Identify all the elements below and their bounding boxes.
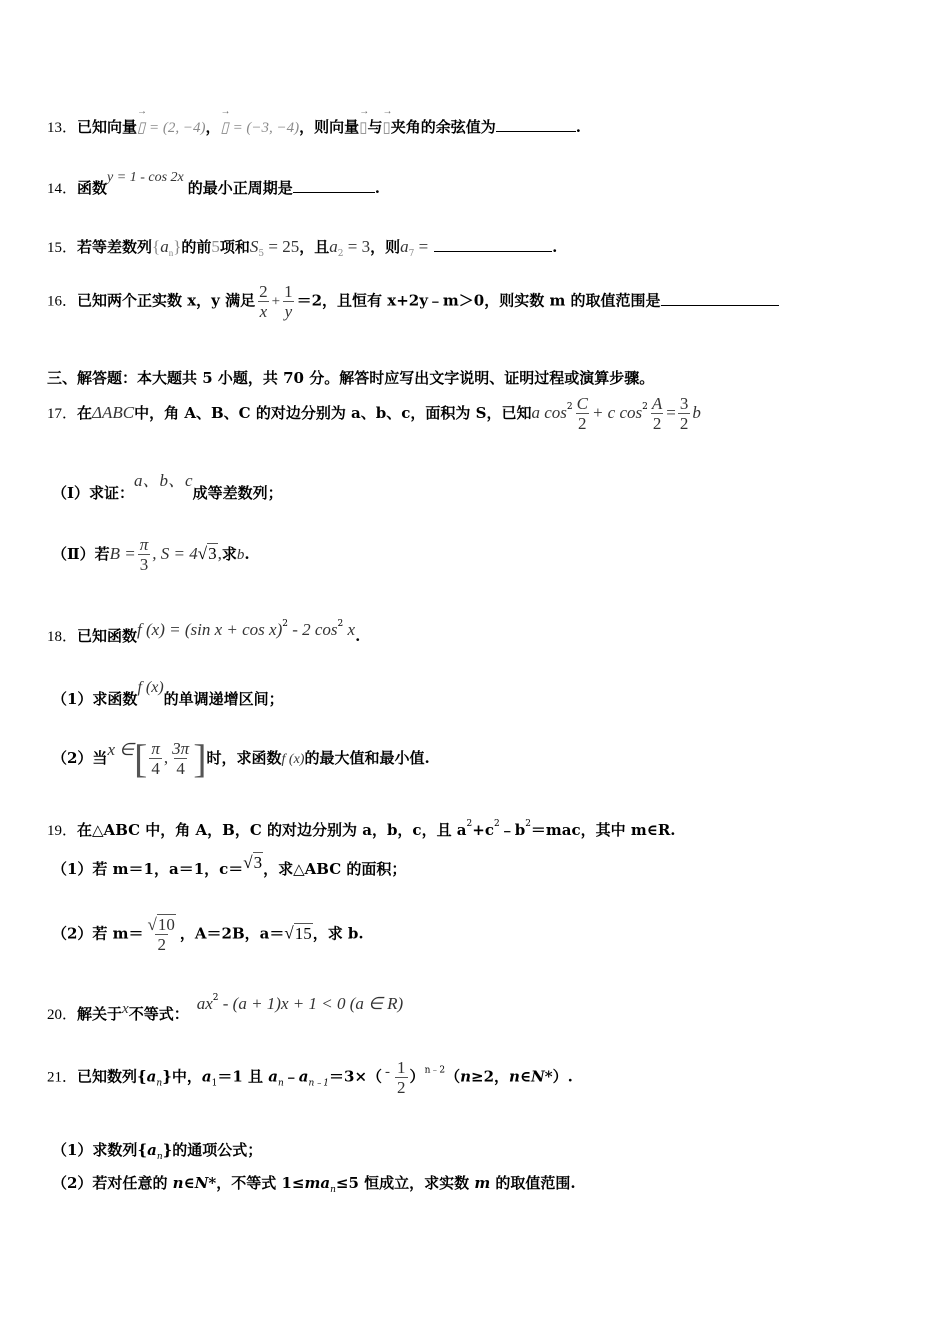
question-19-part-2: （2）若 m＝ $\frac{√10}{2}$ ，A＝2B，a＝√15，求 b.: [52, 915, 364, 954]
question-number: 15．: [47, 240, 78, 256]
question-18: 18．已知函数f (x) = (sin x + cos x)$^2$ - 2 $\cos^2 x$.: [47, 619, 361, 645]
fraction-sqrt10-over-2: $\frac{√10}{2}$: [147, 915, 175, 954]
question-number: 18．: [47, 629, 78, 645]
question-17-part-2: （Ⅱ）若B = $\frac{\pi}{3}$ , S = 4√3,求b.: [52, 535, 250, 574]
section-title: 三、解答题：本大题共 5 小题，共 70 分。解答时应写出文字说明、证明过程或演算步骤。: [47, 369, 655, 387]
inequality-formula: $ax^2 - (a + 1)x + 1 < 0$ (a ∈ R): [196, 993, 404, 1013]
question-21-part-2: （2）若对任意的 n∈N*，不等式 $1\le ma_n\le 5$ 恒成立，求实数 m 的取值范围.: [52, 1174, 576, 1195]
a7-formula: $a_7$ =: [400, 237, 429, 259]
fraction-1-over-2: $\frac{1}{2}$: [397, 1058, 406, 1097]
question-20: 20．解关于x不等式：$ax^2 - (a + 1)x + 1 < 0$ (a ∈ R): [47, 993, 404, 1023]
question-13: 13．已知向量→ ▯ = (2, −4)，→ ▯ = (−3, −4)，则向量→ ▯与→ ▯夹角的余弦值为 .: [47, 116, 581, 137]
vector-a-formula: → ▯ = (2, −4): [137, 120, 206, 136]
function-formula: y = 1 - cos 2x: [107, 170, 184, 185]
answer-blank[interactable]: [434, 237, 552, 252]
question-16: 16．已知两个正实数 x，y 满足 $\frac{2}{x}$ + $\frac{1}{y}$ ＝2，且恒有 x+2y﹣m＞0，则实数 m 的取值范围是: [47, 282, 779, 321]
vector-b-formula: → ▯ = (−3, −4): [221, 120, 300, 136]
s5-formula: $S_5 = 25$: [249, 237, 300, 259]
question-number: 17．: [47, 406, 78, 422]
question-19-part-1: （1）若 m＝1，a＝1，c＝√3，求△ABC 的面积；: [52, 853, 407, 878]
question-text: 已知向量: [77, 118, 138, 136]
given-condition-formula: a $\cos^2$ $\frac{C}{2}$ + c $\cos^2$ $\frac{A}{2}$ = $\frac{3}{2}$ b: [531, 394, 701, 433]
fraction-2-over-x: $\frac{2}{x}$: [259, 282, 268, 321]
sqrt-3: √3: [243, 853, 263, 872]
question-17-part-1: （Ⅰ）求证：a、b、c成等差数列；: [52, 471, 283, 502]
question-number: 16．: [47, 293, 78, 310]
interval-formula: x ∈[ $\frac{\pi}{4}$ , $\frac{3\pi}{4}$ ]: [107, 736, 207, 781]
answer-blank[interactable]: [496, 117, 576, 132]
part2-condition-formula: B = $\frac{\pi}{3}$ , S = 4√3,: [109, 535, 222, 574]
question-19: 19．在△ABC 中，角 A，B，C 的对边分别为 a，b，c，且 $a^2+c^2﹣b^2=mac$，其中 m∈R.: [47, 819, 676, 839]
function-formula: f (x) = (sin x + cos x)$^2$ - 2 $\cos^2 x$: [137, 619, 356, 639]
question-number: 20．: [47, 1007, 78, 1023]
answer-blank[interactable]: [293, 178, 375, 193]
fraction-1-over-y: $\frac{1}{y}$: [284, 282, 293, 321]
answer-blank[interactable]: [661, 291, 779, 306]
question-15: 15．若等差数列$\{a_n\}$的前5项和$S_5 = 25$，且$a_2 = 3$，则$a_7$ = .: [47, 237, 558, 259]
question-18-part-1: （1）求函数f (x)的单调递增区间；: [52, 679, 284, 708]
question-number: 13．: [47, 120, 78, 136]
a2-formula: $a_2 = 3$: [329, 237, 371, 259]
vector-b-symbol: → ▯: [382, 118, 390, 137]
question-21: 21．已知数列$\{a_n\}$中，$a_1=1$ 且 $a_n﹣a_{n﹣1}=3\times$（ - $\frac{1}{2}$ ）$^{n﹣2}$（n≥2，n∈N*）.: [47, 1058, 573, 1097]
sqrt-15: √15: [284, 923, 312, 943]
question-18-part-2: （2）当x ∈[ $\frac{\pi}{4}$ , $\frac{3\pi}{4}$ ]时，求函数f (x)的最大值和最小值.: [52, 736, 430, 781]
question-17: 17．在ΔABC中，角 A、B、C 的对边分别为 a、b、c，面积为 S，已知a $\cos^2$ $\frac{C}{2}$ + c $\cos^2$ $\frac{A}{2}$ = $\frac{3}{2}$ b: [47, 394, 701, 433]
question-14: 14．函数y = 1 - cos 2x的最小正周期是 .: [47, 170, 380, 197]
question-number: 14．: [47, 181, 78, 197]
sequence-symbol: $\{a_n\}$: [152, 237, 182, 258]
question-number: 21．: [47, 1069, 78, 1086]
question-21-part-1: （1）求数列$\{a_n\}$的通项公式；: [52, 1141, 263, 1162]
vector-a-symbol: → ▯: [359, 118, 367, 137]
question-number: 19．: [47, 823, 78, 839]
